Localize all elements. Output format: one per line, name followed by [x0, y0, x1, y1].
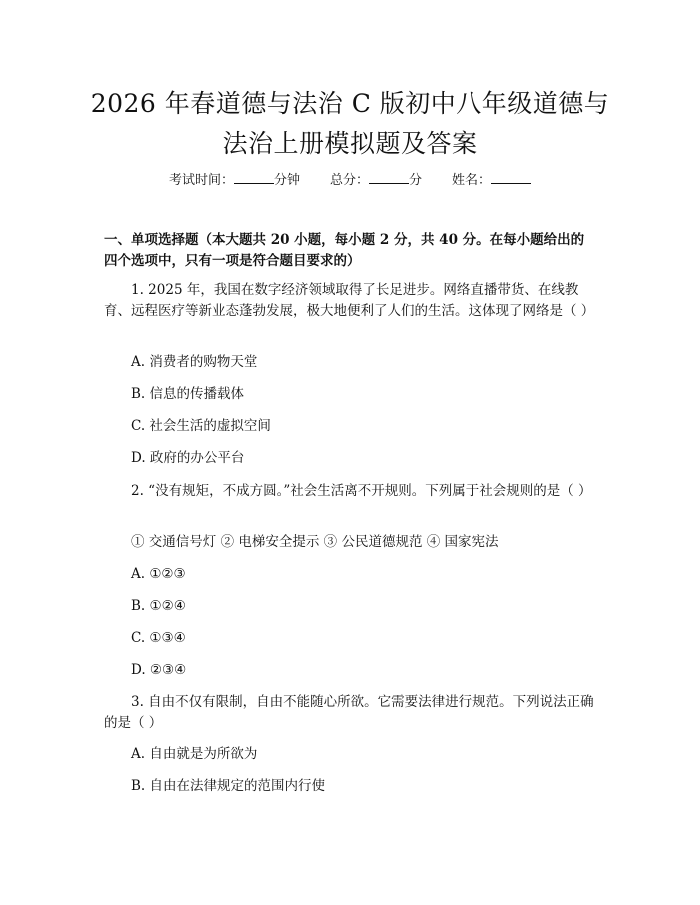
exam-time-label: 考试时间：: [168, 173, 234, 188]
student-name-label: 姓名：: [452, 173, 492, 188]
question-1-option-b: B. 信息的传播载体: [131, 386, 245, 402]
student-name-field: [452, 170, 531, 190]
exam-time-field: [169, 170, 300, 190]
total-score-unit: 分: [409, 173, 423, 188]
question-2-option-c: C. ①③④: [131, 630, 186, 646]
exam-title-line-1: 2026 年春道德与法治 C 版初中八年级道德与: [90, 89, 610, 118]
question-2-statement-list: ① 交通信号灯 ② 电梯安全提示 ③ 公民道德规范 ④ 国家宪法: [131, 534, 499, 550]
question-1-option-d: D. 政府的办公平台: [131, 450, 245, 466]
exam-meta-row: [0, 170, 700, 190]
question-2-stem: 2. “没有规矩，不成方圆。”社会生活离不开规则。下列属于社会规则的是（ ）: [131, 483, 592, 499]
question-3-option-a: A. 自由就是为所欲为: [131, 746, 258, 762]
question-2-option-b: B. ①②④: [131, 598, 186, 614]
question-1-option-c: C. 社会生活的虚拟空间: [131, 418, 271, 434]
exam-time-unit: 分钟: [273, 173, 300, 188]
total-score-label: 总分：: [329, 173, 369, 188]
section-heading: 一、单项选择题（本大题共 20 小题，每小题 2 分，共 40 分。在每小题给出的四个选项中，只有一项是符合题目要求的）: [104, 232, 585, 269]
exam-title-line-2: 法治上册模拟题及答案: [222, 129, 478, 158]
total-score-blank: [369, 170, 409, 184]
question-2-option-a: A. ①②③: [131, 566, 186, 582]
exam-time-blank: [234, 170, 274, 184]
question-1-option-a: A. 消费者的购物天堂: [131, 354, 258, 370]
question-1-stem: 1. 2025 年，我国在数字经济领域取得了长足进步。网络直播带货、在线教育、远程医疗等新业态蓬勃发展，极大地便利了人们的生活。这体现了网络是（ ）: [104, 282, 595, 319]
question-3-option-b: B. 自由在法律规定的范围内行使: [131, 778, 326, 794]
question-2-option-d: D. ②③④: [131, 662, 187, 678]
total-score-field: [330, 170, 422, 190]
student-name-blank: [491, 170, 531, 184]
question-3-stem: 3. 自由不仅有限制，自由不能随心所欲。它需要法律进行规范。下列说法正确的是（ ）: [104, 694, 594, 731]
